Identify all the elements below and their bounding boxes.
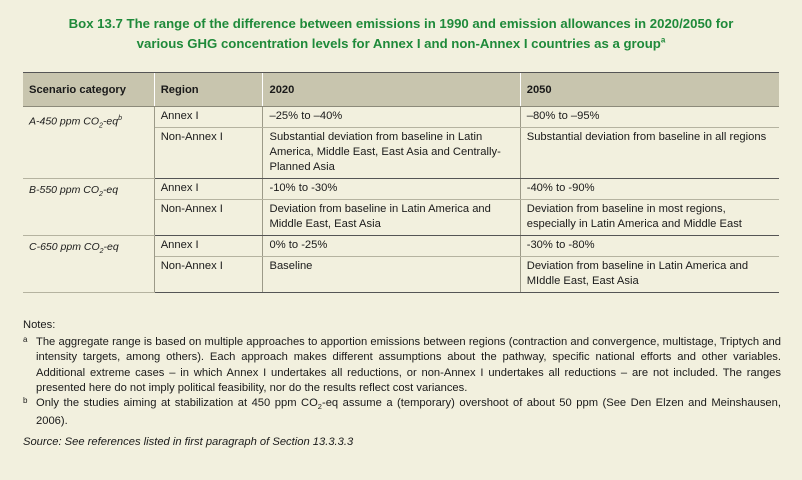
- scenario-a-label: A-450 ppm CO: [29, 115, 100, 128]
- title-line-1: Box 13.7 The range of the difference between emissions in 1990 and emission allowances in 2020/2050 for: [68, 16, 734, 31]
- region-cell: Annex I: [154, 236, 263, 257]
- value-2050-cell: Deviation from baseline in Latin America and MIddle East, East Asia: [520, 257, 779, 293]
- notes-heading: Notes:: [23, 319, 56, 331]
- note-b-text-1: Only the studies aiming at stabilization at 450 ppm CO: [36, 397, 318, 410]
- note-b: [23, 396, 781, 430]
- scenario-b-suffix: -eq: [102, 184, 119, 196]
- value-2020-cell: Baseline: [263, 257, 520, 293]
- value-2020-cell: Deviation from baseline in Latin America and Middle East, East Asia: [263, 200, 520, 236]
- scenario-c-sub: 2: [99, 248, 104, 256]
- region-cell: Non-Annex I: [154, 128, 263, 179]
- region-cell: Annex I: [154, 107, 263, 128]
- region-cell: Annex I: [154, 179, 263, 200]
- note-b-sub: 2: [317, 402, 322, 412]
- scenario-b-sub: 2: [99, 191, 103, 199]
- scenario-b-cell: [23, 179, 154, 236]
- table-header-row: [23, 73, 779, 107]
- table-row: [23, 236, 779, 257]
- scenario-b-label: B-550 ppm CO: [29, 184, 100, 196]
- title-line-2-text: various GHG concentration levels for Annex I and non-Annex I countries as a group: [136, 36, 661, 51]
- value-2050-cell: -30% to -80%: [520, 236, 779, 257]
- scenario-c-label: C-650 ppm CO: [29, 241, 100, 253]
- value-2020-cell: –25% to –40%: [263, 107, 520, 128]
- table-row: [23, 179, 779, 200]
- value-2020-cell: Substantial deviation from baseline in Latin America, Middle East, East Asia and Centrally-Planned Asia: [263, 128, 520, 179]
- region-cell: Non-Annex I: [154, 257, 263, 293]
- scenario-a-suffix: -eq: [102, 115, 119, 128]
- table-row: [23, 107, 779, 128]
- value-2020-cell: 0% to -25%: [263, 236, 520, 257]
- scenario-a-cell: [23, 107, 154, 179]
- scenario-c-suffix: -eq: [103, 241, 119, 253]
- header-2020: 2020: [263, 73, 520, 107]
- value-2050-cell: Substantial deviation from baseline in all regions: [520, 128, 779, 179]
- scenario-a-mark: b: [118, 115, 123, 122]
- notes-section: [23, 318, 781, 450]
- value-2050-cell: –80% to –95%: [520, 107, 779, 128]
- header-2050: 2050: [520, 73, 779, 107]
- box-title: [0, 14, 802, 54]
- note-a: [23, 335, 781, 396]
- note-a-text: The aggregate range is based on multiple approaches to apportion emissions between regions (contraction and convergence, multistage, Triptych and intensity targets, among others). Each approach makes different assumptions about the pathway, specific national efforts and other variables. Additional extreme cases – in which Annex I undertakes all reductions, or non-Annex I undertakes all reductions – are not included. The ranges presented here do not imply political feasibility, nor do the results reflect cost variances.: [36, 336, 781, 394]
- note-a-mark: a: [23, 335, 28, 345]
- title-footnote-mark: a: [660, 35, 666, 45]
- header-scenario-category: Scenario category: [23, 73, 154, 107]
- title-line-2: [0, 34, 802, 54]
- scenario-c-cell: [23, 236, 154, 293]
- value-2050-cell: Deviation from baseline in most regions, especially in Latin America and Middle East: [520, 200, 779, 236]
- value-2020-cell: -10% to -30%: [263, 179, 520, 200]
- scenario-a-sub: 2: [99, 122, 103, 130]
- emissions-table-frame: [23, 72, 779, 293]
- source-line: Source: See references listed in first paragraph of Section 13.3.3.3: [23, 435, 354, 448]
- value-2050-cell: -40% to -90%: [520, 179, 779, 200]
- emissions-table: [23, 73, 779, 293]
- note-b-text-2: -eq assume a (temporary) overshoot of about 50 ppm (See Den Elzen and Meinshausen, 2006).: [36, 397, 781, 428]
- region-cell: Non-Annex I: [154, 200, 263, 236]
- note-b-mark: b: [23, 396, 28, 406]
- header-region: Region: [154, 73, 263, 107]
